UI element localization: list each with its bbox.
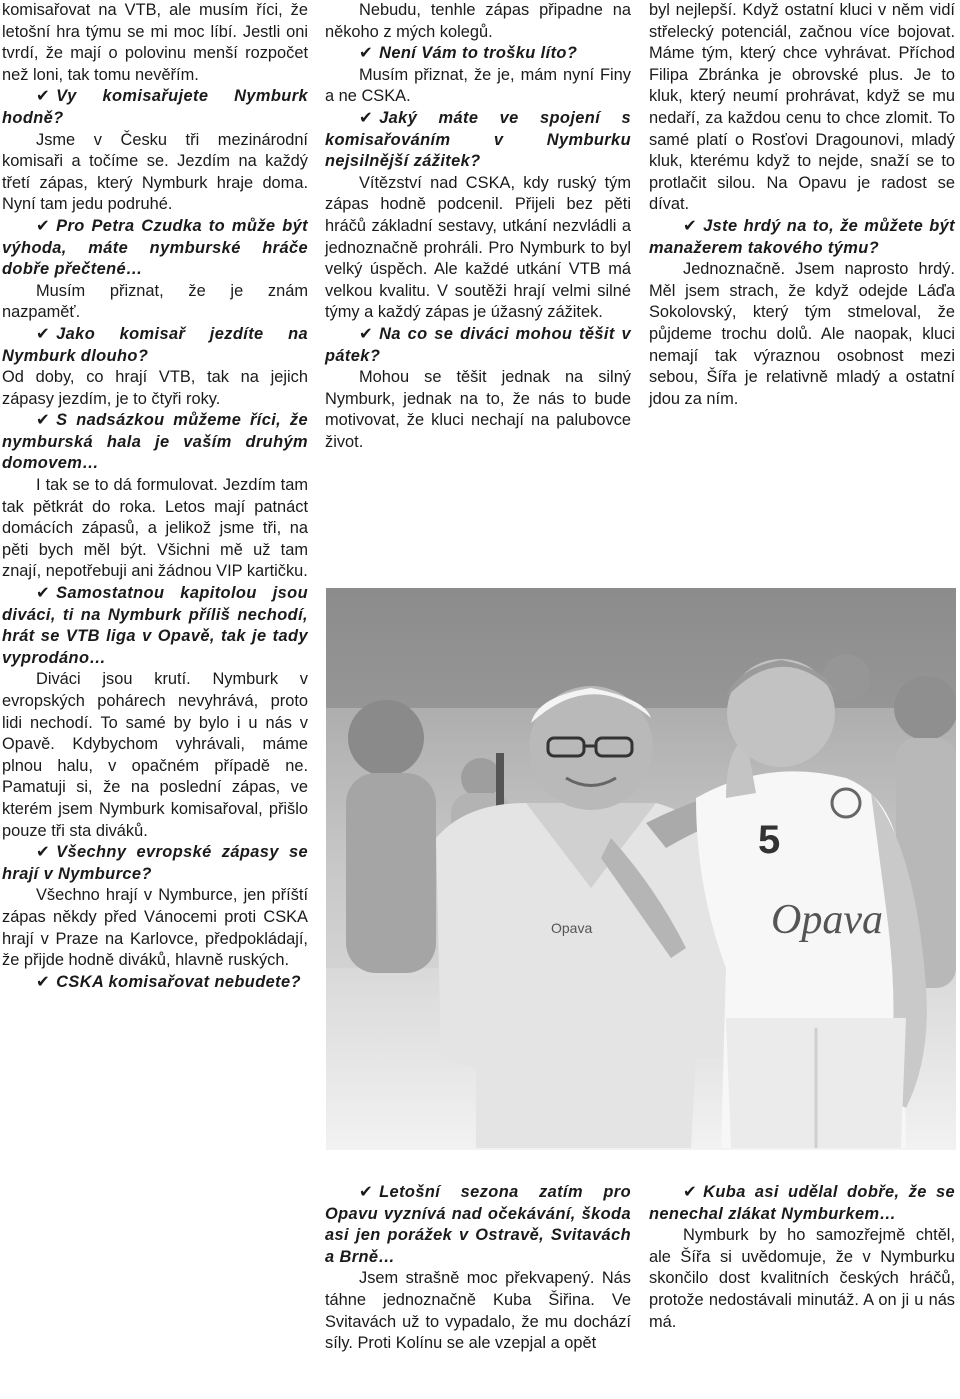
question: ✔ CSKA komisařovat nebudete? — [36, 972, 301, 991]
question: ✔ Není Vám to trošku líto? — [359, 44, 578, 63]
article-column-3 — [649, 0, 955, 410]
jersey-number: 5 — [758, 818, 781, 862]
checkmark-icon: ✔ — [359, 324, 374, 343]
answer: Jsem strašně moc překvapený. Nás táhne jednoznačně Kuba Šiřina. Ve Svitavách už to vypadalo, že mu dochází síly. Proti Kolínu se ale vzepjal a opět — [325, 1269, 631, 1353]
answer: I tak se to dá formulovat. Jezdím tam tak pětkrát do roka. Letos mají patnáct domácích zápasů, a jelikož jsme tři, na pěti bych měl být. Všichni mě už tam znají, nepotřebuji ani žádnou VIP kartičku. — [2, 476, 308, 581]
article-column-2 — [325, 0, 631, 453]
checkmark-icon: ✔ — [36, 411, 51, 430]
question: ✔ S nadsázkou můžeme říci, že nymburská hala je vaším druhým domovem… — [2, 411, 308, 473]
question: ✔ Pro Petra Czudka to může být výhoda, máte nymburské hráče dobře přečtené… — [2, 216, 308, 279]
answer: Všechno hrají v Nymburce, jen příští zápas někdy před Vánocemi proti CSKA hrají v Praze na Karlovce, předpokládají, že přijde hodně diváků, hlavně ruských. — [2, 886, 308, 970]
checkmark-icon: ✔ — [359, 44, 374, 63]
article-column-2-bottom — [325, 1182, 631, 1355]
article-column-1 — [2, 0, 308, 993]
paragraph: byl nejlepší. Když ostatní kluci v něm vidí střelecký potenciál, začnou více bojovat. Máme tým, který chce vyhrávat. Příchod Filipa Zbránka je obrovské plus. Je to kluk, který neumí prohrávat, když se mu nedaří, za každou cenu to chce zlomit. To samé platí o Rosťovi Dragounovi, mladý kluk, kterému když to nejde, snaží se to protlačit silou. Na Opavu je radost se dívat. — [649, 1, 955, 214]
answer: Diváci jsou krutí. Nymburk v evropských pohárech nevyhrává, proto lidi nechodí. To samé by bylo i u nás v Opavě. Kdybychom vyhrávali, máme plnou halu, v opačném případě ne. Pamatuji si, že na poslední zápas, ve kterém jsem Nymburk komisařoval, přišlo pouze tři sta diváků. — [2, 670, 308, 840]
answer: Vítězství nad CSKA, kdy ruský tým zápas hodně podcenil. Přijeli bez pěti hráčů základní sestavy, utkání nezvládli a jednoznačně prohráli. Pro Nymburk to byl velký úspěch. Ale každé utkání VTB má velkou kvalitu. V soutěži hrají velmi silné týmy a každý zápas je úžasný zážitek. — [325, 173, 631, 322]
checkmark-icon: ✔ — [36, 972, 51, 991]
question: ✔ Na co se diváci mohou těšit v pátek? — [325, 324, 631, 365]
paragraph: komisařovat na VTB, ale musím říci, že letošní hra týmu se mi moc líbí. Jestli oni tvrdí, že mají o polovinu menší rozpočet než loni, tak tomu nevěřím. — [2, 1, 308, 84]
answer: Mohou se těšit jednak na silný Nymburk, jednak na to, že nás to bude motivovat, že kluci nechají na palubovce život. — [325, 368, 631, 451]
jersey-text: Opava — [771, 897, 883, 943]
question: ✔ Kuba asi udělal dobře, že se nenechal zlákat Nymburkem… — [649, 1183, 955, 1223]
article-column-3-bottom — [649, 1182, 955, 1333]
checkmark-icon: ✔ — [359, 1183, 374, 1201]
answer: Nymburk by ho samozřejmě chtěl, ale Šířa si uvědomuje, že v Nymburku skončilo dost kvalitních českých hráčů, protože nedostávali minutáž. A on ji u nás má. — [649, 1226, 955, 1331]
question: ✔ Jako komisař jezdíte na Nymburk dlouho? — [2, 324, 308, 365]
checkmark-icon: ✔ — [36, 324, 51, 343]
answer: Jsme v Česku tři mezinárodní komisaři a točíme se. Jezdím na každý třetí zápas, který Nymburk hraje doma. Nyní tam jedu podruhé. — [2, 130, 308, 214]
question: ✔ Samostatnou kapitolou jsou diváci, ti na Nymburk příliš nechodí, hrát se VTB liga v Opavě, tak je tady vyprodáno… — [2, 584, 308, 667]
question: ✔ Vy komisařujete Nymburk hodně? — [2, 87, 308, 127]
checkmark-icon: ✔ — [683, 216, 698, 235]
question: ✔ Jste hrdý na to, že můžete být manažerem takového týmu? — [649, 216, 955, 257]
photo-illustration — [326, 588, 956, 1150]
question: ✔ Jaký máte ve spojení s komisařováním v Nymburku nejsilnější zážitek? — [325, 108, 631, 171]
article-photo — [326, 588, 956, 1150]
question: ✔ Letošní sezona zatím pro Opavu vyznívá nad očekávání, škoda asi jen porážek v Ostravě, Svitavách a Brně… — [325, 1183, 631, 1266]
answer: Musím přiznat, že je, mám nyní Finy a ne CSKA. — [325, 65, 631, 106]
checkmark-icon: ✔ — [359, 108, 374, 127]
answer: Musím přiznat, že je znám nazpaměť. — [2, 281, 308, 322]
checkmark-icon: ✔ — [36, 87, 51, 106]
question: ✔ Všechny evropské zápasy se hrají v Nymburce? — [2, 843, 308, 883]
checkmark-icon: ✔ — [683, 1183, 698, 1201]
checkmark-icon: ✔ — [36, 843, 51, 862]
answer: Od doby, co hrají VTB, tak na jejich zápasy jezdím, je to čtyři roky. — [2, 368, 308, 408]
shirt-logo-text: Opava — [551, 920, 593, 936]
checkmark-icon: ✔ — [36, 216, 51, 235]
checkmark-icon: ✔ — [36, 584, 51, 603]
answer: Jednoznačně. Jsem naprosto hrdý. Měl jsem strach, že když odejde Láďa Sokolovský, který tým stmeloval, že půjdeme trochu dolů. Ale naopak, kluci nemají tak výraznou osobnost mezi sebou, Šířa je relativně mladý a ostatní jdou za ním. — [649, 260, 955, 408]
paragraph: Nebudu, tenhle zápas připadne na někoho z mých kolegů. — [325, 1, 631, 41]
